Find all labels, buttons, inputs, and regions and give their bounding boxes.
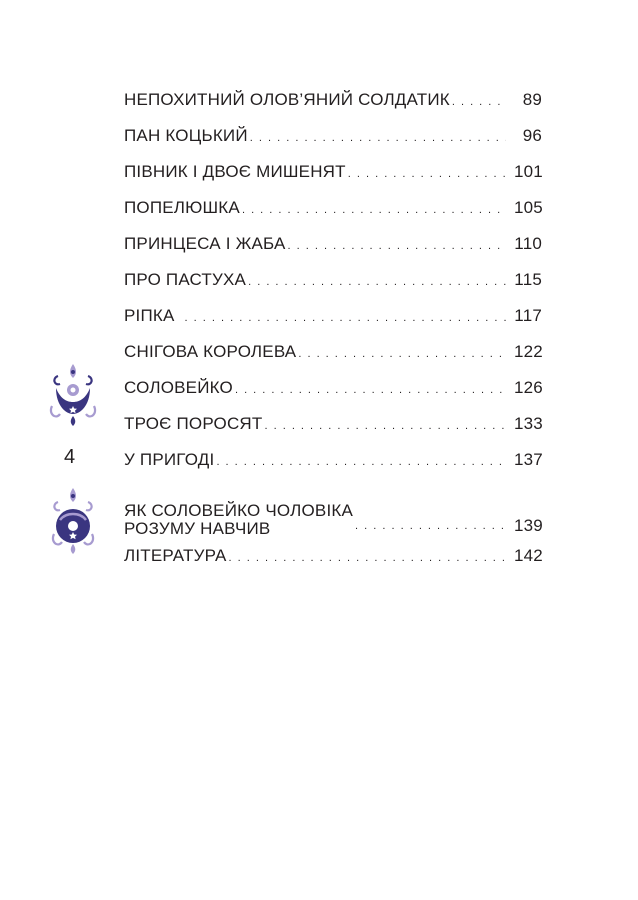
dot-leader [229,546,506,570]
toc-entry-page: 142 [514,546,543,565]
dot-leader [185,306,506,330]
table-of-contents [124,88,542,580]
toc-entry-title: СНІГОВА КОРОЛЕВА [124,342,297,361]
toc-entry-title [124,502,353,538]
dot-leader [216,450,506,474]
toc-entry-title: ТРОЄ ПОРОСЯТ [124,414,263,433]
dot-leader [248,270,506,294]
toc-entry-page: 133 [514,414,543,433]
toc-entry[interactable] [124,448,542,484]
toc-entry-page: 110 [514,234,542,253]
folk-moon-ornament-icon [48,486,98,556]
toc-entry-title: ЛІТЕРАТУРА [124,546,227,565]
toc-entry[interactable] [124,376,542,412]
toc-entry-title: У ПРИГОДІ [124,450,215,469]
toc-entry-title: ПАН КОЦЬКИЙ [124,126,248,145]
toc-entry-title: ПРО ПАСТУХА [124,270,247,289]
toc-entry[interactable] [124,340,542,376]
toc-entry-title-line: РОЗУМУ НАВЧИВ [124,519,271,538]
dot-leader [348,162,506,186]
toc-entry-title: ПІВНИК І ДВОЄ МИШЕНЯТ [124,162,346,181]
toc-entry-page: 105 [514,198,543,217]
dot-leader [355,514,506,538]
dot-leader [250,126,506,150]
toc-entry-title: ПОПЕЛЮШКА [124,198,240,217]
toc-entry-page: 139 [514,516,543,535]
folk-moon-ornament-icon [48,362,98,428]
toc-entry[interactable] [124,304,542,340]
toc-entry-title-line: ЯК СОЛОВЕЙКО ЧОЛОВІКА [124,501,354,520]
toc-entry-page: 89 [522,90,542,109]
toc-entry-page: 96 [522,126,542,145]
toc-entry-title: РІПКА [124,306,175,325]
toc-entry-page: 115 [514,270,542,289]
dot-leader [452,90,506,114]
dot-leader [235,378,506,402]
toc-entry[interactable] [124,196,542,232]
dot-leader [242,198,506,222]
toc-entry-title: ПРИНЦЕСА І ЖАБА [124,234,286,253]
toc-entry[interactable] [124,412,542,448]
page-number: 4 [64,446,76,468]
toc-entry[interactable] [124,484,542,538]
toc-entry[interactable] [124,544,542,580]
toc-entry-page: 137 [514,450,543,469]
toc-entry-page: 122 [514,342,543,361]
toc-entry-page: 117 [514,306,542,325]
toc-entry[interactable] [124,268,542,304]
dot-leader [288,234,506,258]
toc-entry[interactable] [124,160,542,196]
toc-entry-page: 101 [514,162,543,181]
dot-leader [264,414,506,438]
toc-entry[interactable] [124,124,542,160]
toc-entry-title: НЕПОХИТНИЙ ОЛОВ’ЯНИЙ СОЛДАТИК [124,90,450,109]
toc-entry[interactable] [124,232,542,268]
dot-leader [298,342,506,366]
toc-entry[interactable] [124,88,542,124]
toc-entry-page: 126 [514,378,543,397]
toc-entry-title: СОЛОВЕЙКО [124,378,233,397]
